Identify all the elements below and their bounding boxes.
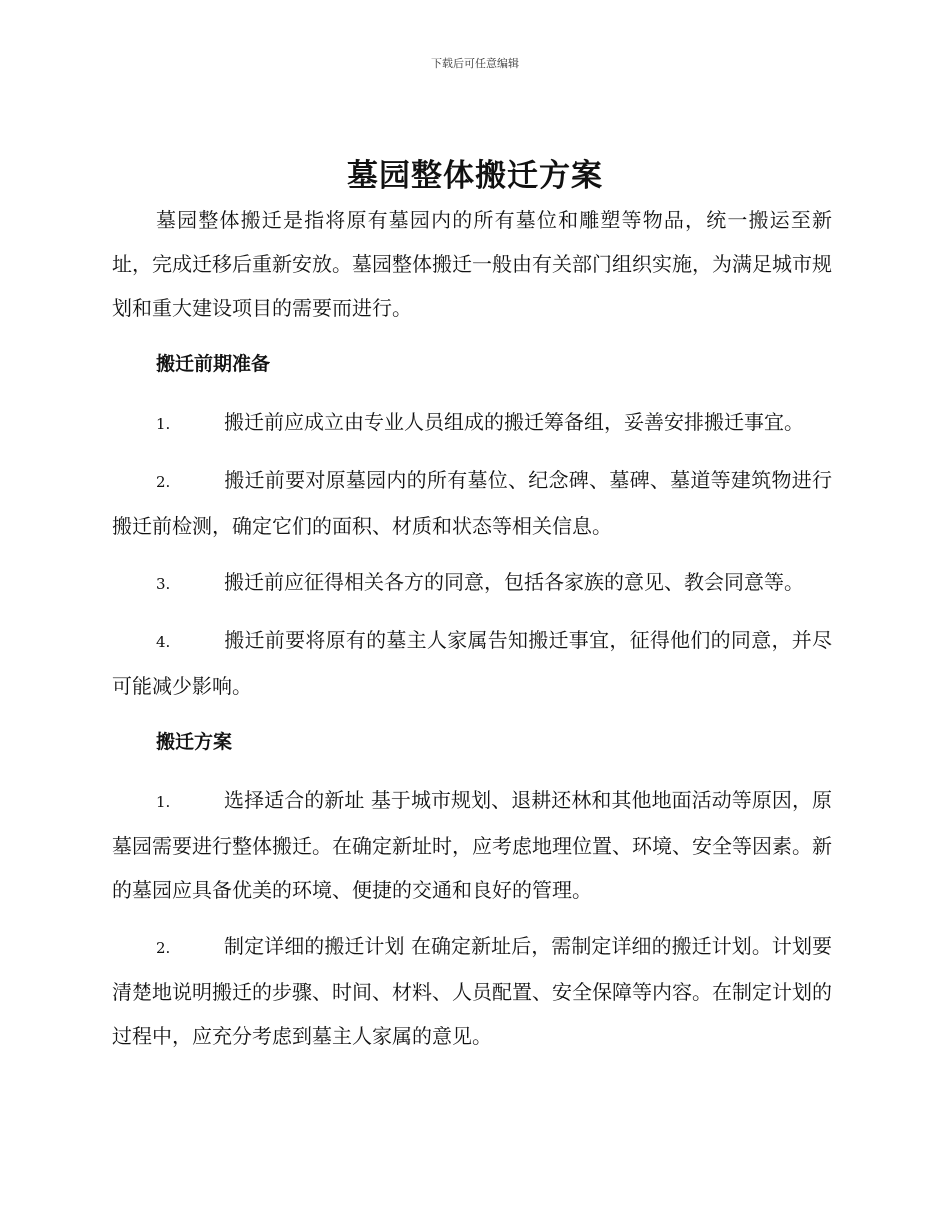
list-item-number: 1. xyxy=(156,793,171,811)
list-item-text: 搬迁前要对原墓园内的所有墓位、纪念碑、墓碑、墓道等建筑物进行搬迁前检测，确定它们的面积、材质和状态等相关信息。 xyxy=(112,468,832,538)
page-header-note: 下载后可任意编辑 xyxy=(431,57,519,70)
list-item-number: 2. xyxy=(156,939,171,957)
list-item-text: 搬迁前应征得相关各方的同意，包括各家族的意见、教会同意等。 xyxy=(224,570,804,594)
section-heading-plan: 搬迁方案 xyxy=(156,731,233,753)
list-item-number: 3. xyxy=(156,575,171,593)
list-item xyxy=(112,560,832,606)
list-item xyxy=(112,778,832,912)
intro-paragraph: 墓园整体搬迁是指将原有墓园内的所有墓位和雕塑等物品，统一搬运至新址，完成迁移后重新安放。墓园整体搬迁一般由有关部门组织实施，为满足城市规划和重大建设项目的需要而进行。 xyxy=(112,208,832,320)
list-item-text: 搬迁前应成立由专业人员组成的搬迁筹备组，妥善安排搬迁事宜。 xyxy=(224,410,804,434)
list-item xyxy=(112,924,832,1058)
list-item-number: 2. xyxy=(156,473,171,491)
list-item-number: 4. xyxy=(156,633,171,651)
list-item xyxy=(112,618,832,708)
document-title: 墓园整体搬迁方案 xyxy=(347,158,603,194)
list-item xyxy=(112,400,832,446)
list-item-text: 选择适合的新址 基于城市规划、退耕还林和其他地面活动等原因，原墓园需要进行整体搬迁。在确定新址时，应考虑地理位置、环境、安全等因素。新的墓园应具备优美的环境、便捷的交通和良好的管理。 xyxy=(112,788,832,902)
list-item xyxy=(112,458,832,548)
list-item-text: 制定详细的搬迁计划 在确定新址后，需制定详细的搬迁计划。计划要清楚地说明搬迁的步骤、时间、材料、人员配置、安全保障等内容。在制定计划的过程中，应充分考虑到墓主人家属的意见。 xyxy=(112,934,832,1048)
list-item-number: 1. xyxy=(156,415,171,433)
list-item-text: 搬迁前要将原有的墓主人家属告知搬迁事宜，征得他们的同意，并尽可能减少影响。 xyxy=(112,628,832,698)
document-body xyxy=(112,198,832,1058)
section-heading-preparation: 搬迁前期准备 xyxy=(156,353,271,375)
